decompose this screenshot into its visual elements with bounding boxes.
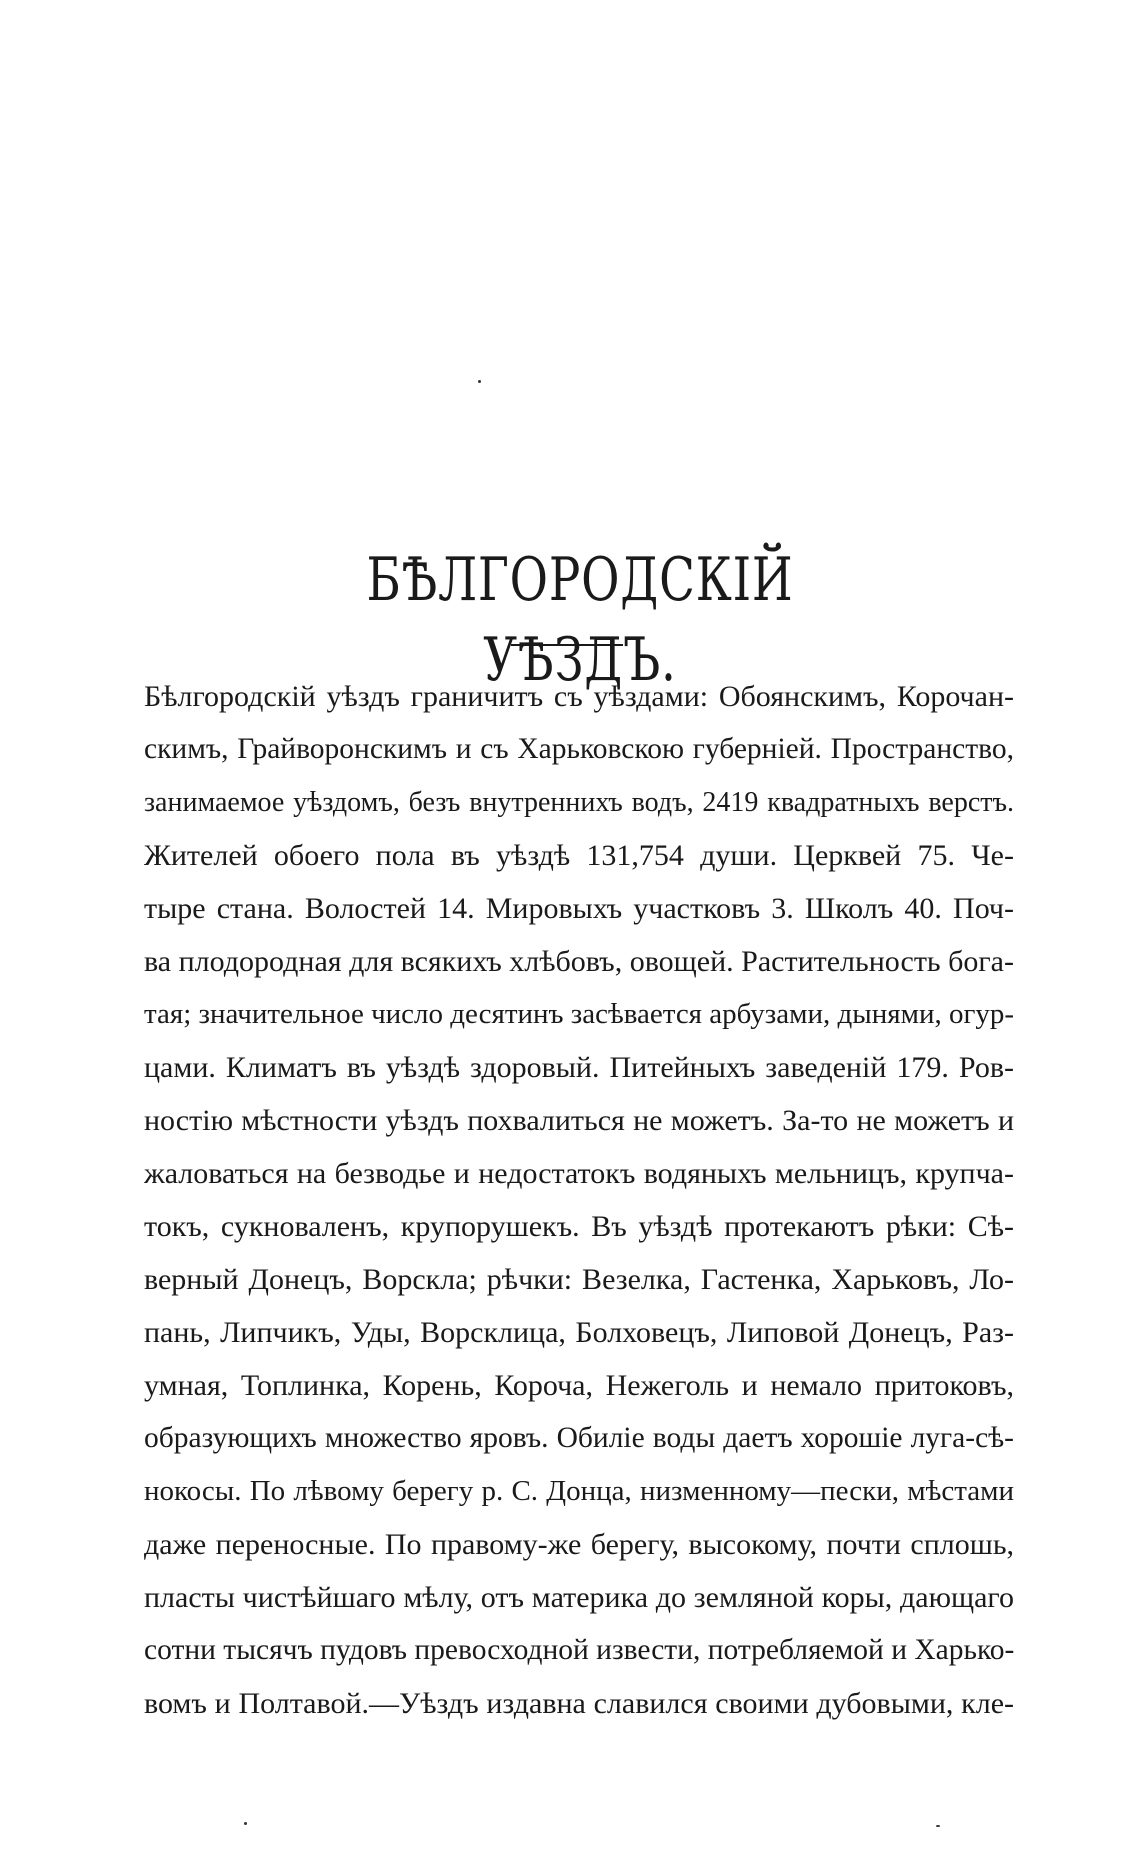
text-line: образующихъ множество яровъ. Обиліе воды даетъ хорошіе луга-сѣ- bbox=[144, 1422, 1014, 1454]
print-speck bbox=[936, 1825, 940, 1827]
text-line: пласты чистѣйшаго мѣлу, отъ материка до земляной коры, дающаго bbox=[144, 1581, 1014, 1614]
text-line: тая; значительное число десятинъ засѣвается арбузами, дынями, огур- bbox=[144, 998, 1014, 1030]
text-line: вомъ и Полтавой.—Уѣздъ издавна славился своими дубовыми, кле- bbox=[144, 1687, 1014, 1720]
text-line: Бѣлгородскій уѣздъ граничитъ съ уѣздами: Обоянскимъ, Корочан- bbox=[144, 680, 1014, 713]
print-speck bbox=[478, 380, 481, 383]
text-line: умная, Топлинка, Корень, Короча, Нежеголь и немало притоковъ, bbox=[144, 1369, 1014, 1402]
title-rule bbox=[511, 644, 623, 646]
text-line: верный Донецъ, Ворскла; рѣчки: Везелка, Гастенка, Харьковъ, Ло- bbox=[144, 1263, 1014, 1296]
print-speck bbox=[244, 1822, 247, 1825]
text-line: жаловаться на безводье и недостатокъ водяныхъ мельницъ, крупча- bbox=[144, 1157, 1014, 1190]
body-paragraph bbox=[144, 670, 1014, 1730]
text-line: токъ, сукноваленъ, крупорушекъ. Въ уѣздѣ протекаютъ рѣки: Сѣ- bbox=[144, 1210, 1014, 1243]
text-line: ва плодородная для всякихъ хлѣбовъ, овощей. Растительность бога- bbox=[144, 945, 1014, 978]
text-line: занимаемое уѣздомъ, безъ внутреннихъ водъ, 2419 квадратныхъ верстъ. bbox=[144, 787, 1014, 818]
text-line: сотни тысячъ пудовъ превосходной извести, потребляемой и Харько- bbox=[144, 1634, 1014, 1666]
text-line: нокосы. По лѣвому берегу р. С. Донца, низменному—пески, мѣстами bbox=[144, 1475, 1014, 1507]
text-line: тыре стана. Волостей 14. Мировыхъ участковъ 3. Школъ 40. Поч- bbox=[144, 892, 1014, 925]
text-line: скимъ, Грайворонскимъ и съ Харьковскою губерніей. Пространство, bbox=[144, 733, 1014, 765]
text-line: Жителей обоего пола въ уѣздѣ 131,754 души. Церквей 75. Че- bbox=[144, 839, 1014, 872]
text-line: даже переносные. По правому-же берегу, высокому, почти сплошь, bbox=[144, 1528, 1014, 1561]
chapter-title: БѢЛГОРОДСКІЙ УѢЗДЪ. bbox=[366, 545, 794, 695]
text-line: цами. Климатъ въ уѣздѣ здоровый. Питейныхъ заведеній 179. Ров- bbox=[144, 1051, 1014, 1084]
text-line: ностію мѣстности уѣздъ похвалиться не можетъ. За-то не можетъ и bbox=[144, 1104, 1014, 1137]
text-line: пань, Липчикъ, Уды, Ворсклица, Болховецъ, Липовой Донецъ, Раз- bbox=[144, 1316, 1014, 1349]
